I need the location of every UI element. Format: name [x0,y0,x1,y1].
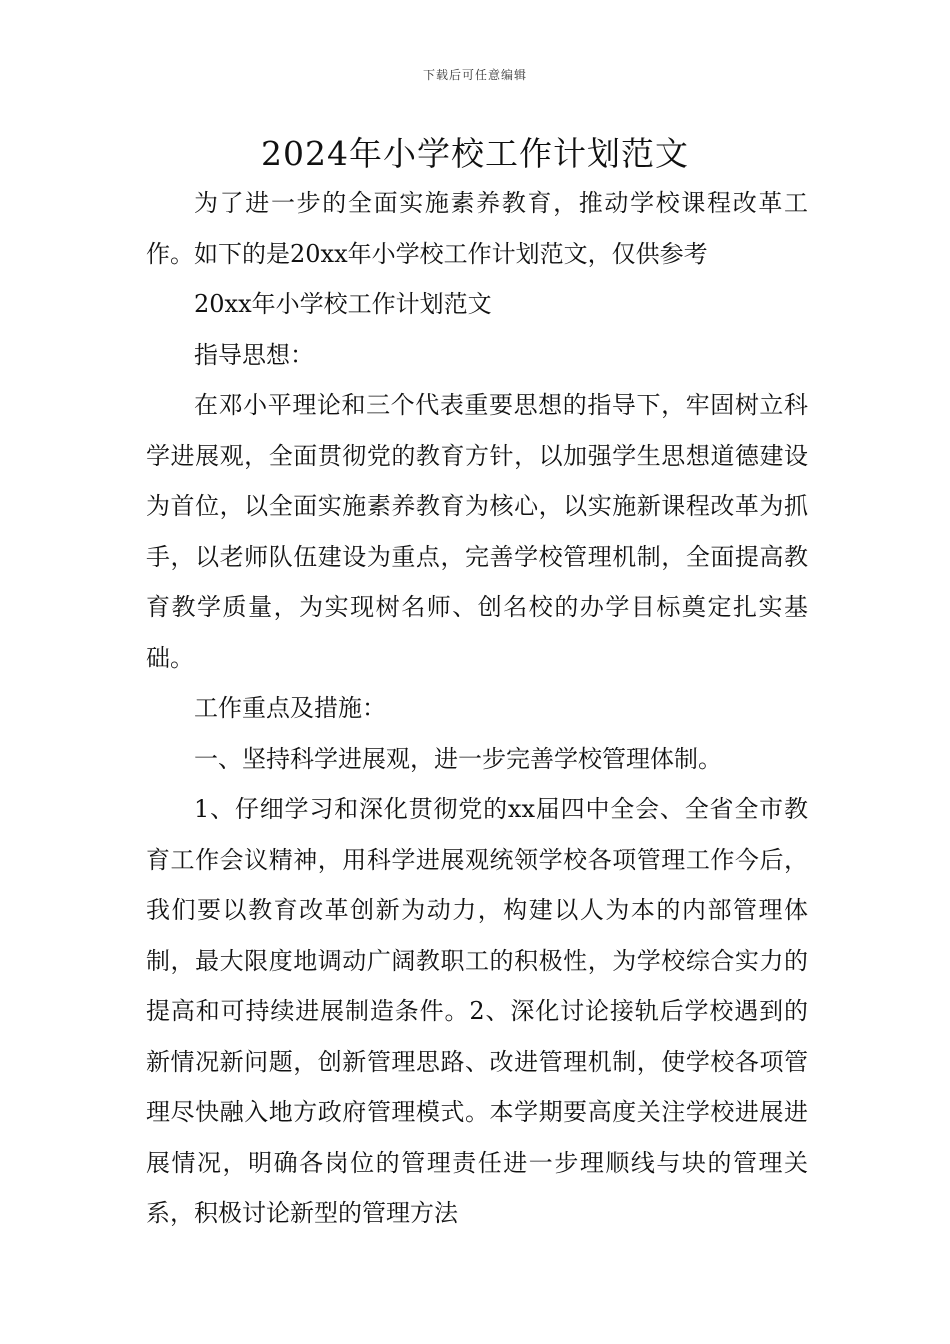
section-heading-guiding-thought: 指导思想： [194,340,314,369]
document-title: 2024年小学校工作计划范文 [261,134,689,173]
document-body [146,178,808,1239]
download-note: 下载后可任意编辑 [422,68,527,82]
intro-paragraph: 为了进一步的全面实施素养教育，推动学校课程改革工作。如下的是20xx年小学校工作计划范文，仅供参考 [146,189,808,268]
section-heading-one: 一、坚持科学进展观，进一步完善学校管理体制。 [194,744,722,773]
guiding-thought-paragraph: 在邓小平理论和三个代表重要思想的指导下，牢固树立科学进展观，全面贯彻党的教育方针，以加强学生思想道德建设为首位，以全面实施素养教育为核心，以实施新课程改革为抓手，以老师队伍建设为重点，完善学校管理机制，全面提高教育教学质量，为实现树名师、创名校的办学目标奠定扎实基础。 [146,391,808,672]
subtitle-paragraph: 20xx年小学校工作计划范文 [194,290,492,318]
section-heading-key-measures: 工作重点及措施： [194,694,386,722]
measures-paragraph: 1、仔细学习和深化贯彻党的xx届四中全会、全省全市教育工作会议精神，用科学进展观统领学校各项管理工作今后，我们要以教育改革创新为动力，构建以人为本的内部管理体制，最大限度地调动广阔教职工的积极性，为学校综合实力的提高和可持续进展制造条件。2、深化讨论接轨后学校遇到的新情况新问题，创新管理思路、改进管理机制，使学校各项管理尽快融入地方政府管理模式。本学期要高度关注学校进展进展情况，明确各岗位的管理责任进一步理顺线与块的管理关系，积极讨论新型的管理方法 [146,795,808,1227]
